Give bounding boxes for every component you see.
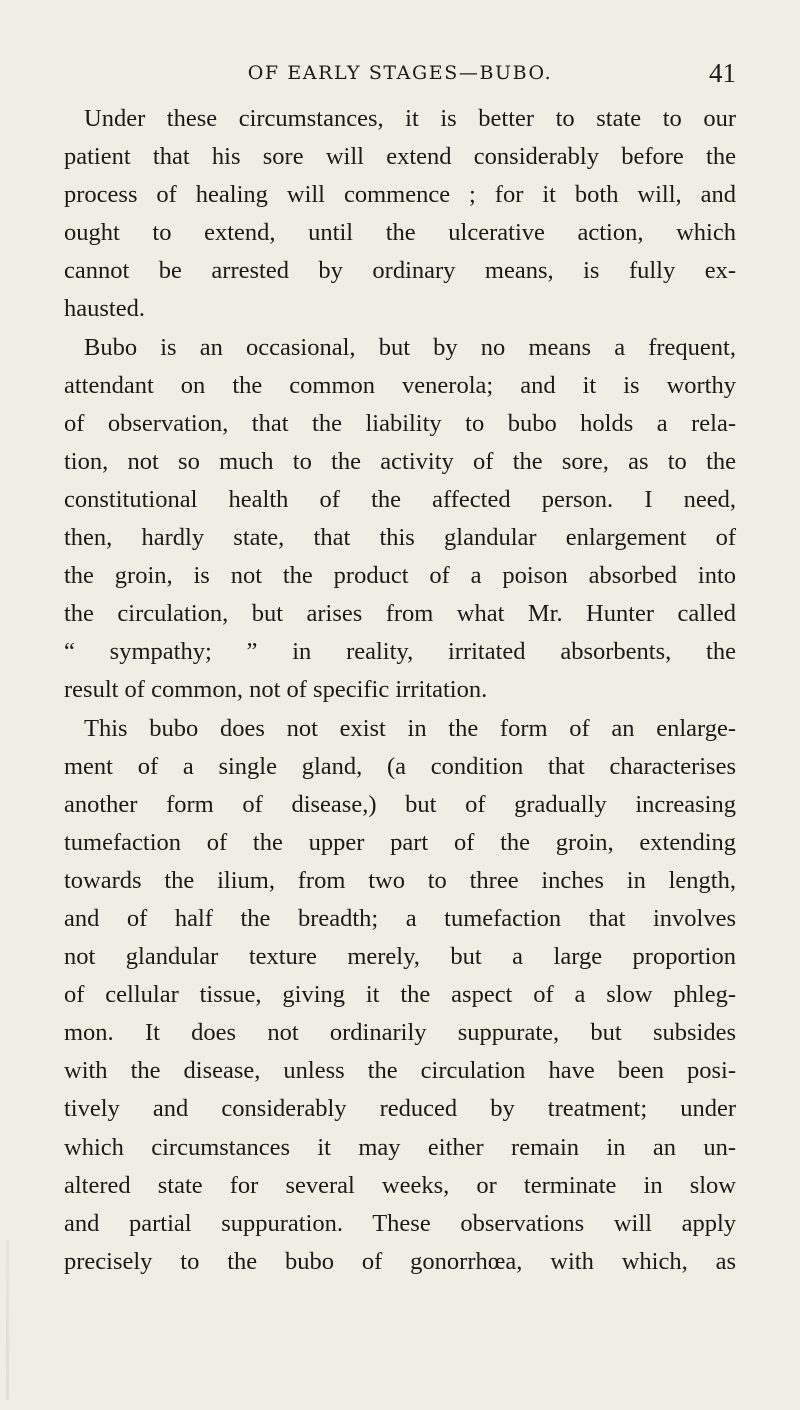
text-line: This bubo does not exist in the form of an enlarge-	[84, 714, 736, 742]
page-number: 41	[709, 58, 736, 88]
text-line: of observation, that the liability to bubo holds a rela-	[64, 409, 736, 437]
running-title: OF EARLY STAGES—BUBO.	[247, 62, 553, 84]
text-line: mon. It does not ordinarily suppurate, but subsides	[64, 1019, 736, 1047]
text-line: constitutional health of the affected person. I need,	[64, 485, 736, 513]
text-line: Bubo is an occasional, but by no means a frequent,	[84, 333, 736, 361]
text-line: Under these circumstances, it is better to state to our	[84, 105, 736, 132]
body-text	[64, 100, 736, 1281]
text-line: the circulation, but arises from what Mr. Hunter called	[64, 600, 736, 628]
text-line: the groin, is not the product of a poison absorbed into	[64, 562, 736, 590]
text-line: hausted.	[64, 295, 145, 323]
text-line: not glandular texture merely, but a large proportion	[64, 943, 736, 971]
text-line: another form of disease,) but of gradually increasing	[64, 790, 736, 818]
text-line: then, hardly state, that this glandular enlargement of	[64, 524, 736, 552]
text-line: ment of a single gland, (a condition that characterises	[64, 752, 736, 780]
text-line: attendant on the common venerola; and it is worthy	[64, 371, 736, 399]
text-line: ought to extend, until the ulcerative action, which	[64, 219, 736, 247]
text-line: tumefaction of the upper part of the groin, extending	[64, 828, 736, 856]
text-line: of cellular tissue, giving it the aspect of a slow phleg-	[64, 981, 736, 1009]
text-line: which circumstances it may either remain in an un-	[64, 1133, 736, 1161]
text-line: patient that his sore will extend considerably before the	[64, 143, 736, 171]
text-line: and of half the breadth; a tumefaction that involves	[64, 904, 736, 932]
running-head	[64, 58, 736, 94]
text-line: result of common, not of specific irritation.	[64, 676, 488, 704]
text-line: altered state for several weeks, or terminate in slow	[64, 1171, 736, 1199]
text-line: process of healing will commence ; for it both will, and	[64, 181, 736, 209]
text-line: and partial suppuration. These observations will apply	[64, 1209, 736, 1237]
text-line: “ sympathy; ” in reality, irritated absorbents, the	[64, 638, 736, 666]
text-line: tively and considerably reduced by treatment; under	[64, 1095, 736, 1123]
text-line: tion, not so much to the activity of the sore, as to the	[64, 447, 736, 475]
text-line: with the disease, unless the circulation have been posi-	[64, 1057, 736, 1085]
text-line: towards the ilium, from two to three inches in length,	[64, 866, 736, 894]
margin-shadow	[6, 1240, 9, 1400]
text-line: precisely to the bubo of gonorrhœa, with which, as	[64, 1247, 736, 1275]
text-line: cannot be arrested by ordinary means, is fully ex-	[64, 257, 736, 285]
